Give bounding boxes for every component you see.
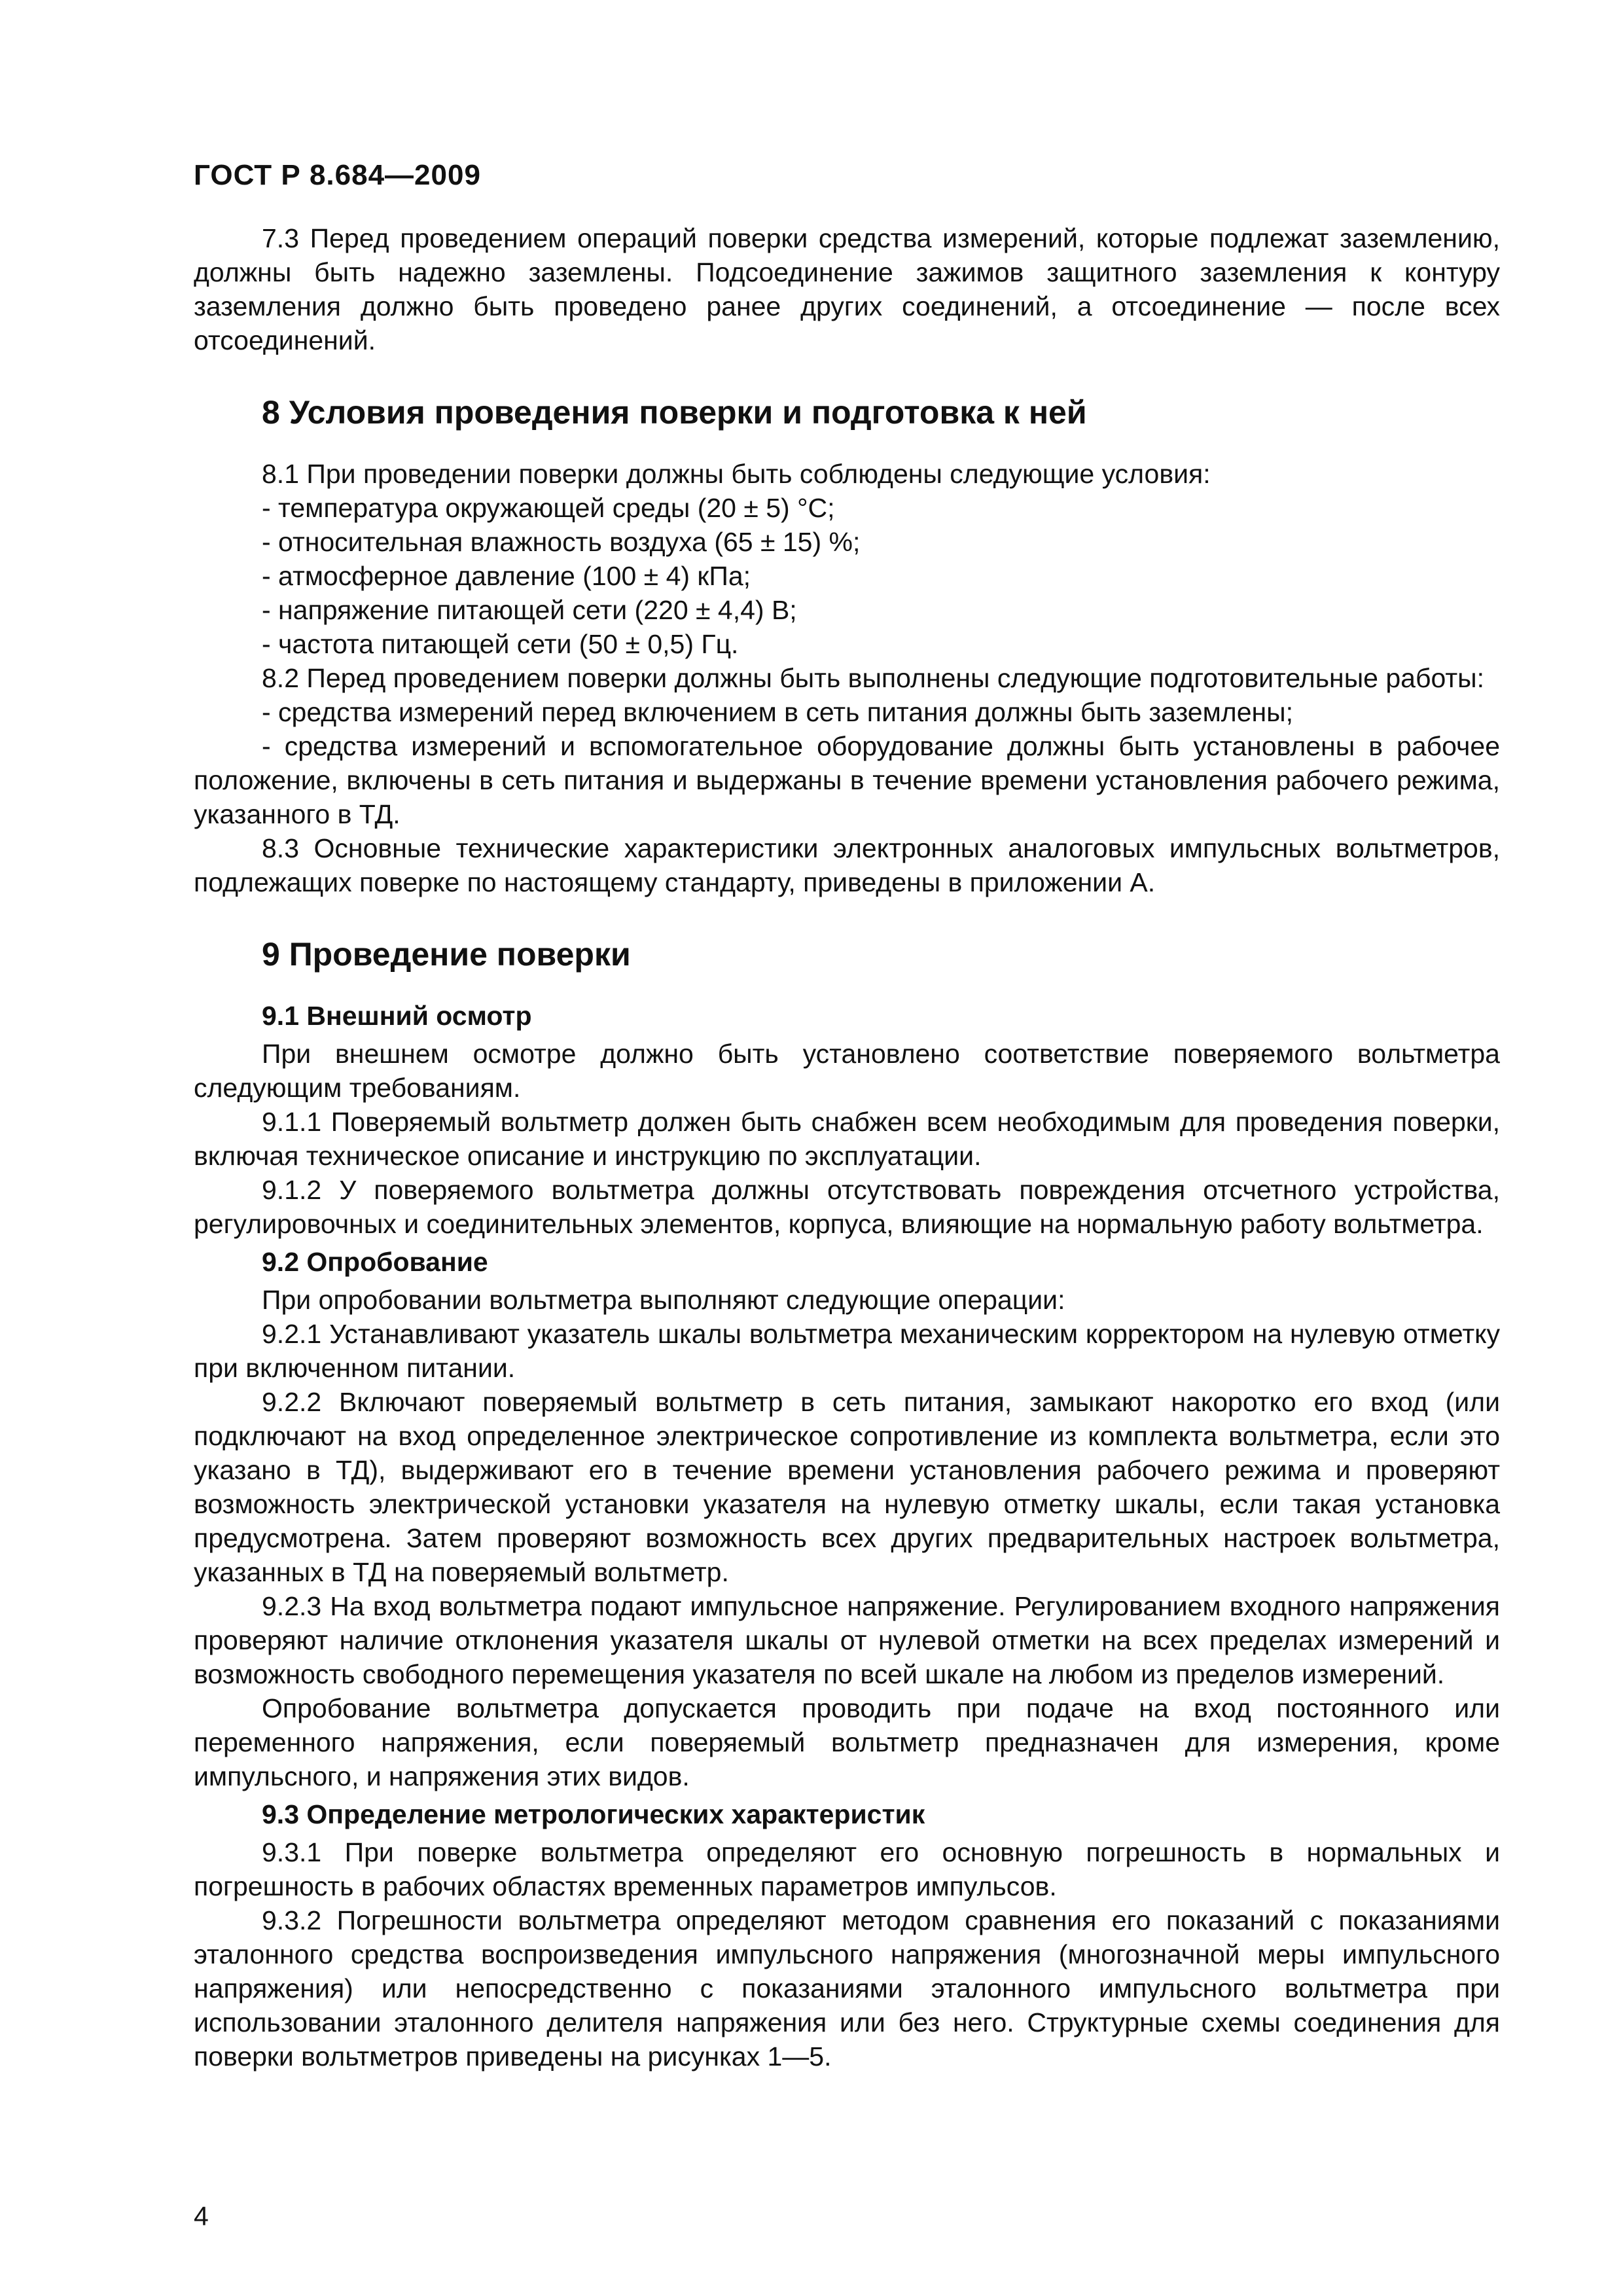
document-page bbox=[194, 157, 1500, 2073]
paragraph-9-1-1: 9.1.1 Поверяемый вольтметр должен быть снабжен всем необходимым для проведения поверки, включая техническое описание и инструкцию по эксплуатации. bbox=[194, 1107, 1500, 1171]
condition-pressure: - атмосферное давление (100 ± 4) кПа; bbox=[262, 561, 751, 591]
section-9-heading: 9 Проведение поверки bbox=[262, 936, 631, 973]
paragraph-8-3: 8.3 Основные технические характеристики электронных аналоговых импульсных вольтметров, подлежащих поверке по настоящему стандарту, приведены в приложении А. bbox=[194, 833, 1500, 897]
paragraph-9-3-1: 9.3.1 При поверке вольтметра определяют его основную погрешность в нормальных и погрешность в рабочих областях временных параметров импульсов. bbox=[194, 1837, 1500, 1901]
paragraph-9-2-1: 9.2.1 Устанавливают указатель шкалы вольтметра механическим корректором на нулевую отметку при включенном питании. bbox=[194, 1319, 1500, 1383]
paragraph-9-1-2: 9.1.2 У поверяемого вольтметра должны отсутствовать повреждения отсчетного устройства, регулировочных и соединительных элементов, корпуса, влияющие на нормальную работу вольтметра. bbox=[194, 1175, 1500, 1239]
condition-temperature: - температура окружающей среды (20 ± 5) °С; bbox=[262, 493, 835, 523]
section-8-heading: 8 Условия проведения поверки и подготовка к ней bbox=[262, 394, 1087, 431]
prep-work-grounding: - средства измерений перед включением в сеть питания должны быть заземлены; bbox=[262, 697, 1294, 727]
prep-work-installation: - средства измерений и вспомогательное оборудование должны быть установлены в рабочее положение, включены в сеть питания и выдержаны в течение времени установления рабочего режима, указанного в ТД. bbox=[194, 731, 1500, 829]
condition-humidity: - относительная влажность воздуха (65 ± 15) %; bbox=[262, 527, 861, 557]
subsection-9-1-heading: 9.1 Внешний осмотр bbox=[262, 1001, 532, 1031]
paragraph-9-2-intro: При опробовании вольтметра выполняют следующие операции: bbox=[262, 1285, 1065, 1315]
paragraph-9-2-note: Опробование вольтметра допускается проводить при подаче на вход постоянного или переменного напряжения, если поверяемый вольтметр предназначен для измерения, кроме импульсного, и напряжения этих видов. bbox=[194, 1693, 1500, 1791]
paragraph-8-2: 8.2 Перед проведением поверки должны быть выполнены следующие подготовительные работы: bbox=[262, 663, 1484, 693]
paragraph-7-3: 7.3 Перед проведением операций поверки средства измерений, которые подлежат заземлению, должны быть надежно заземлены. Подсоединение зажимов защитного заземления к контуру заземления должно быть проведено ранее других соединений, а отсоединение — после всех отсоединений. bbox=[194, 223, 1500, 355]
paragraph-9-3-2: 9.3.2 Погрешности вольтметра определяют методом сравнения его показаний с показаниями эталонного средства воспроизведения импульсного напряжения (многозначной меры импульсного напряжения) или непосредственно с показаниями эталонного импульсного вольтметра при использовании эталонного делителя напряжения или без него. Структурные схемы соединения для поверки вольтметров приведены на рисунках 1—5. bbox=[194, 1905, 1500, 2072]
paragraph-9-1-intro: При внешнем осмотре должно быть установлено соответствие поверяемого вольтметра следующим требованиям. bbox=[194, 1039, 1500, 1103]
condition-voltage: - напряжение питающей сети (220 ± 4,4) В; bbox=[262, 595, 797, 625]
subsection-9-3-heading: 9.3 Определение метрологических характеристик bbox=[262, 1799, 925, 1829]
paragraph-8-1: 8.1 При проведении поверки должны быть соблюдены следующие условия: bbox=[262, 459, 1211, 489]
paragraph-9-2-3: 9.2.3 На вход вольтметра подают импульсное напряжение. Регулированием входного напряжения проверяют наличие отклонения указателя шкалы от нулевой отметки на всех пределах измерений и возможность свободного перемещения указателя по всей шкале на любом из пределов измерений. bbox=[194, 1591, 1500, 1689]
paragraph-9-2-2: 9.2.2 Включают поверяемый вольтметр в сеть питания, замыкают накоротко его вход (или подключают на вход определенное электрическое сопротивление из комплекта вольтметра, если это указано в ТД), выдерживают его в течение времени установления рабочего режима и проверяют возможность электрической установки указателя на нулевую отметку шкалы, если такая установка предусмотрена. Затем проверяют возможность всех других предварительных настроек вольтметра, указанных в ТД на поверяемый вольтметр. bbox=[194, 1387, 1500, 1587]
page-number: 4 bbox=[194, 2201, 209, 2231]
document-code: ГОСТ Р 8.684—2009 bbox=[194, 159, 481, 191]
condition-frequency: - частота питающей сети (50 ± 0,5) Гц. bbox=[262, 629, 739, 659]
subsection-9-2-heading: 9.2 Опробование bbox=[262, 1247, 488, 1277]
